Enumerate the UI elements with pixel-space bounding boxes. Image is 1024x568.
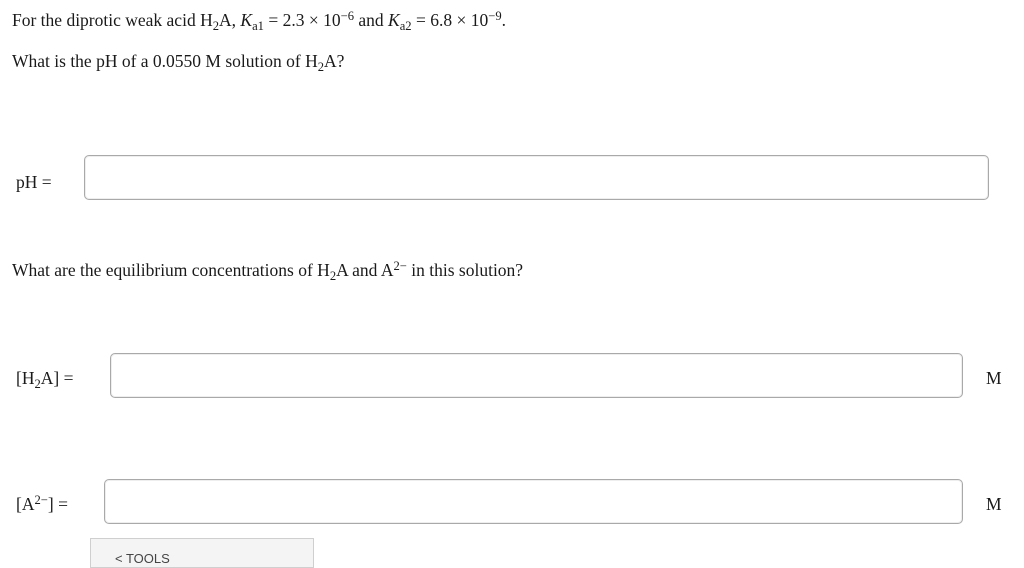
intro-prefix: For the diprotic weak acid H [12,10,213,30]
h2a-unit: M [986,368,1002,388]
h2a-label-close: A] = [40,368,74,388]
acid-info-text [12,9,507,33]
ph-question-suffix: A? [324,51,345,71]
a2-label-superscript: 2− [34,493,48,508]
ka1-subscript: a1 [252,18,264,33]
ph-label: pH = [16,172,52,192]
intro-subscript: 2 [212,18,219,33]
ka1-value: = 2.3 × 10 [263,10,341,30]
ka2-value: = 6.8 × 10 [411,10,489,30]
conc-question-suffix: in this solution? [406,260,524,280]
intro-and: and [354,10,389,30]
ka1-exponent: −6 [340,9,354,24]
conc-question-superscript: 2− [393,259,407,274]
concentration-question-text [12,259,524,283]
a2-label-close: ] = [47,494,68,514]
ka2-subscript: a2 [399,18,412,33]
h2a-label-subscript: 2 [34,376,41,391]
conc-question-subscript: 2 [329,268,337,283]
ka2-symbol: K [388,10,400,30]
intro-acid-suffix: A, [219,10,241,30]
h2a-label [16,368,74,391]
intro-end: . [501,10,507,30]
h2a-input[interactable] [110,353,963,398]
ka2-exponent: −9 [488,9,502,24]
ph-question-subscript: 2 [317,59,325,74]
a2-unit: M [986,494,1002,514]
ph-question-prefix: What is the pH of a 0.0550 M solution of H [12,51,318,71]
conc-question-mid: A and A [336,260,394,280]
ka1-symbol: K [240,10,253,30]
a2-label-open: [A [16,494,35,514]
ph-input[interactable] [84,155,989,200]
h2a-label-open: [H [16,368,35,388]
ph-question-text [12,51,345,74]
a2-label [16,493,68,514]
tools-button[interactable]: < TOOLS [90,538,314,568]
a2-input[interactable] [104,479,963,524]
conc-question-prefix: What are the equilibrium concentrations of H [12,260,330,280]
